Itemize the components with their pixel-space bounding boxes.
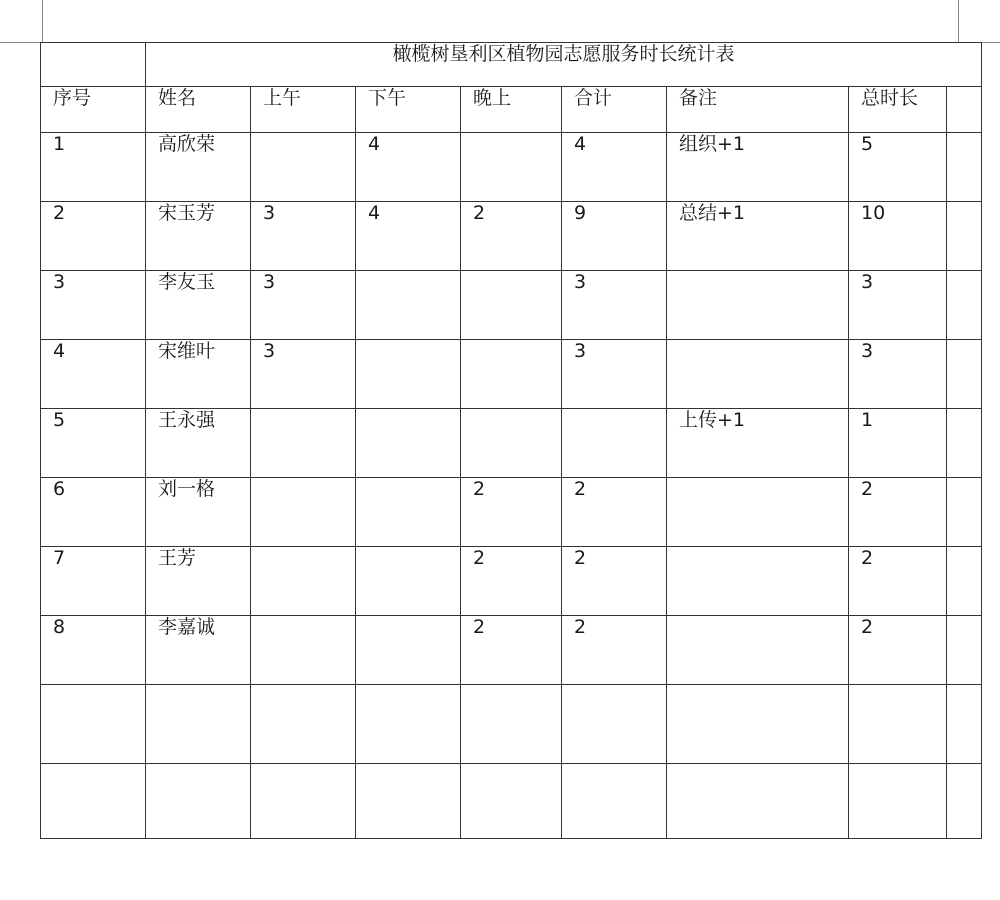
cell-remarks[interactable]: [667, 271, 849, 340]
table-row: [41, 133, 982, 202]
cell-morning[interactable]: [251, 478, 356, 547]
cell-index[interactable]: 4: [41, 340, 146, 409]
empty-table-row: [41, 764, 982, 839]
cell-evening[interactable]: 2: [461, 478, 562, 547]
cell-morning[interactable]: [251, 409, 356, 478]
cell-total-hours[interactable]: 3: [849, 340, 947, 409]
cell-remarks[interactable]: 总结+1: [667, 202, 849, 271]
cell-evening[interactable]: [461, 340, 562, 409]
header-cell-subtotal[interactable]: 合计: [562, 87, 667, 133]
cell-afternoon[interactable]: 4: [356, 202, 461, 271]
cell-total-hours[interactable]: 2: [849, 478, 947, 547]
empty-cell-extra[interactable]: [947, 685, 982, 764]
empty-cell-evening[interactable]: [461, 685, 562, 764]
margin-mark-top-left-vertical: [42, 0, 43, 42]
empty-cell-remarks[interactable]: [667, 764, 849, 839]
table-row: [41, 478, 982, 547]
header-cell-remarks[interactable]: 备注: [667, 87, 849, 133]
cell-morning[interactable]: [251, 133, 356, 202]
header-cell-evening[interactable]: 晚上: [461, 87, 562, 133]
header-cell-extra[interactable]: [947, 87, 982, 133]
empty-cell-name[interactable]: [146, 764, 251, 839]
cell-evening[interactable]: [461, 133, 562, 202]
cell-morning[interactable]: 3: [251, 271, 356, 340]
cell-remarks[interactable]: [667, 340, 849, 409]
empty-cell-morning[interactable]: [251, 685, 356, 764]
cell-evening[interactable]: [461, 409, 562, 478]
cell-total-hours[interactable]: 1: [849, 409, 947, 478]
cell-name[interactable]: 李友玉: [146, 271, 251, 340]
title-row: [41, 43, 982, 87]
cell-remarks[interactable]: [667, 616, 849, 685]
table-row: [41, 547, 982, 616]
cell-extra[interactable]: [947, 478, 982, 547]
empty-cell-subtotal[interactable]: [562, 685, 667, 764]
table-row: [41, 616, 982, 685]
cell-afternoon[interactable]: [356, 271, 461, 340]
cell-subtotal[interactable]: [562, 409, 667, 478]
cell-morning[interactable]: 3: [251, 340, 356, 409]
cell-extra[interactable]: [947, 202, 982, 271]
cell-name[interactable]: 王芳: [146, 547, 251, 616]
cell-afternoon[interactable]: 4: [356, 133, 461, 202]
empty-table-row: [41, 685, 982, 764]
cell-remarks[interactable]: [667, 478, 849, 547]
table-row: [41, 409, 982, 478]
cell-extra[interactable]: [947, 271, 982, 340]
table-title[interactable]: 橄榄树垦利区植物园志愿服务时长统计表: [146, 43, 982, 87]
cell-index[interactable]: 3: [41, 271, 146, 340]
title-row-blank-cell[interactable]: [41, 43, 146, 87]
cell-index[interactable]: 2: [41, 202, 146, 271]
margin-mark-top-right-vertical: [958, 0, 959, 42]
cell-afternoon[interactable]: [356, 616, 461, 685]
cell-subtotal[interactable]: 2: [562, 478, 667, 547]
header-cell-total-hours[interactable]: 总时长: [849, 87, 947, 133]
cell-extra[interactable]: [947, 409, 982, 478]
cell-evening[interactable]: 2: [461, 616, 562, 685]
cell-afternoon[interactable]: [356, 340, 461, 409]
cell-name[interactable]: 宋玉芳: [146, 202, 251, 271]
cell-total-hours[interactable]: 3: [849, 271, 947, 340]
header-cell-name[interactable]: 姓名: [146, 87, 251, 133]
cell-index[interactable]: 8: [41, 616, 146, 685]
cell-evening[interactable]: 2: [461, 547, 562, 616]
header-row: [41, 87, 982, 133]
margin-mark-top-left-horizontal: [0, 42, 42, 43]
cell-subtotal[interactable]: 9: [562, 202, 667, 271]
cell-index[interactable]: 5: [41, 409, 146, 478]
cell-morning[interactable]: [251, 547, 356, 616]
cell-subtotal[interactable]: 3: [562, 271, 667, 340]
empty-cell-extra[interactable]: [947, 764, 982, 839]
cell-index[interactable]: 1: [41, 133, 146, 202]
empty-cell-index[interactable]: [41, 685, 146, 764]
cell-name[interactable]: 李嘉诚: [146, 616, 251, 685]
cell-extra[interactable]: [947, 340, 982, 409]
header-cell-index[interactable]: 序号: [41, 87, 146, 133]
cell-index[interactable]: 6: [41, 478, 146, 547]
header-cell-morning[interactable]: 上午: [251, 87, 356, 133]
empty-cell-subtotal[interactable]: [562, 764, 667, 839]
empty-cell-evening[interactable]: [461, 764, 562, 839]
cell-morning[interactable]: [251, 616, 356, 685]
cell-total-hours[interactable]: 2: [849, 616, 947, 685]
cell-afternoon[interactable]: [356, 547, 461, 616]
cell-morning[interactable]: 3: [251, 202, 356, 271]
empty-cell-total-hours[interactable]: [849, 685, 947, 764]
cell-remarks[interactable]: 上传+1: [667, 409, 849, 478]
cell-evening[interactable]: 2: [461, 202, 562, 271]
header-cell-afternoon[interactable]: 下午: [356, 87, 461, 133]
empty-cell-morning[interactable]: [251, 764, 356, 839]
cell-total-hours[interactable]: 2: [849, 547, 947, 616]
cell-name[interactable]: 王永强: [146, 409, 251, 478]
cell-name[interactable]: 高欣荣: [146, 133, 251, 202]
empty-cell-index[interactable]: [41, 764, 146, 839]
cell-subtotal[interactable]: 2: [562, 616, 667, 685]
table-row: [41, 202, 982, 271]
cell-total-hours[interactable]: 5: [849, 133, 947, 202]
table-row: [41, 271, 982, 340]
empty-cell-afternoon[interactable]: [356, 685, 461, 764]
cell-evening[interactable]: [461, 271, 562, 340]
cell-subtotal[interactable]: 4: [562, 133, 667, 202]
cell-subtotal[interactable]: 2: [562, 547, 667, 616]
volunteer-hours-table: [40, 42, 982, 839]
cell-subtotal[interactable]: 3: [562, 340, 667, 409]
cell-afternoon[interactable]: [356, 409, 461, 478]
table-row: [41, 340, 982, 409]
empty-cell-remarks[interactable]: [667, 685, 849, 764]
cell-remarks[interactable]: 组织+1: [667, 133, 849, 202]
empty-cell-total-hours[interactable]: [849, 764, 947, 839]
cell-name[interactable]: 刘一格: [146, 478, 251, 547]
cell-name[interactable]: 宋维叶: [146, 340, 251, 409]
cell-extra[interactable]: [947, 133, 982, 202]
cell-total-hours[interactable]: 10: [849, 202, 947, 271]
cell-index[interactable]: 7: [41, 547, 146, 616]
cell-remarks[interactable]: [667, 547, 849, 616]
cell-extra[interactable]: [947, 616, 982, 685]
cell-extra[interactable]: [947, 547, 982, 616]
empty-cell-name[interactable]: [146, 685, 251, 764]
cell-afternoon[interactable]: [356, 478, 461, 547]
empty-cell-afternoon[interactable]: [356, 764, 461, 839]
